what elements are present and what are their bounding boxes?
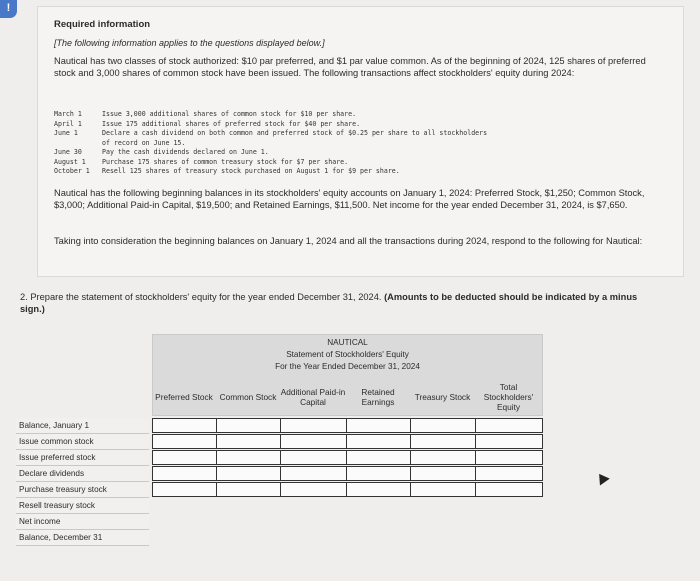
transaction-text: Purchase 175 shares of common treasury stock for $7 per share. — [102, 157, 349, 166]
amount-input-cell[interactable] — [216, 482, 281, 497]
info-note: [The following information applies to the questions displayed below.] — [54, 38, 325, 48]
amount-input-cell[interactable] — [475, 482, 543, 497]
transaction-date: October 1 — [54, 167, 90, 175]
statement-header — [152, 334, 543, 381]
amount-input-cell[interactable] — [152, 482, 217, 497]
transaction-date: March 1 — [54, 110, 82, 118]
alert-badge-icon: ! — [0, 0, 17, 18]
required-info-title: Required information — [54, 19, 151, 30]
amount-input-cell[interactable] — [475, 450, 543, 465]
mouse-cursor-icon — [594, 470, 610, 485]
row-label: Purchase treasury stock — [16, 482, 149, 498]
column-header: Preferred Stock — [155, 392, 213, 402]
transaction-text: Pay the cash dividends declared on June 1. — [102, 148, 269, 156]
amount-input-cell[interactable] — [475, 418, 543, 433]
amount-input-cell[interactable] — [410, 482, 476, 497]
row-label: Issue common stock — [16, 434, 149, 450]
question-2-prompt — [20, 291, 640, 315]
amount-input-cell[interactable] — [216, 434, 281, 449]
amount-input-cell[interactable] — [475, 434, 543, 449]
row-label: Balance, January 1 — [16, 418, 149, 434]
column-header: Treasury Stock — [414, 392, 471, 402]
company-name: NAUTICAL — [327, 338, 368, 347]
statement-period: For the Year Ended December 31, 2024 — [275, 362, 420, 371]
transaction-date: June 30 — [54, 148, 82, 156]
amount-input-cell[interactable] — [152, 418, 217, 433]
column-header: Common Stock — [219, 392, 277, 402]
stock-description: Nautical has two classes of stock authorized: $10 par preferred, and $1 par value common. As of the beginning of 2024, 125 shares of preferred stock and 3,000 shares of common stock have been issued. The following transactions affect stockholders' equity during 2024: — [54, 56, 646, 78]
transaction-row — [54, 148, 487, 158]
transaction-date — [54, 139, 102, 149]
statement-title: Statement of Stockholders' Equity — [286, 350, 409, 359]
amount-input-cell[interactable] — [346, 418, 411, 433]
amount-input-cell[interactable] — [475, 466, 543, 481]
amount-input-cell[interactable] — [346, 434, 411, 449]
amount-input-cell[interactable] — [346, 482, 411, 497]
transaction-row — [54, 129, 487, 139]
amount-input-cell[interactable] — [152, 466, 217, 481]
transaction-row — [54, 167, 487, 177]
amount-input-cell[interactable] — [410, 450, 476, 465]
required-information-panel — [37, 6, 684, 277]
amount-input-cell[interactable] — [152, 450, 217, 465]
transaction-row — [54, 110, 487, 120]
transaction-text: Resell 125 shares of treasury stock purchased on August 1 for $9 per share. — [102, 167, 400, 175]
transaction-date: June 1 — [54, 129, 78, 137]
instructions-text: Taking into consideration the beginning balances on January 1, 2024 and all the transactions during 2024, respond to the following for Nautical: — [54, 236, 643, 246]
amount-input-cell[interactable] — [216, 450, 281, 465]
transaction-row — [54, 120, 487, 130]
amount-input-cell[interactable] — [280, 482, 347, 497]
amount-input-cell[interactable] — [216, 466, 281, 481]
question-instruction: (Amounts to be deducted should be indicated by a minus sign.) — [20, 292, 638, 314]
row-label: Balance, December 31 — [16, 530, 149, 546]
row-label: Net income — [16, 514, 149, 530]
question-text: 2. Prepare the statement of stockholders' equity for the year ended December 31, 2024. — [20, 292, 382, 302]
amount-input-cell[interactable] — [410, 434, 476, 449]
transaction-text: Declare a cash dividend on both common and preferred stock of $0.25 per share to all stockholders — [102, 129, 488, 137]
beginning-balances-text: Nautical has the following beginning balances in its stockholders' equity accounts on January 1, 2024: Preferred Stock, $1,250; Common Stock, $3,000; Additional Paid-in Capital, $19,500; and Retained Earnings, $11,500. Net income for the year ended December 31, 2024, is $7,650. — [54, 188, 645, 210]
amount-input-cell[interactable] — [346, 450, 411, 465]
transaction-date: April 1 — [54, 119, 82, 128]
transaction-date: August 1 — [54, 157, 86, 166]
column-header: Additional Paid-in Capital — [280, 387, 346, 407]
transactions-list — [54, 110, 487, 177]
column-header: Total Stockholders' Equity — [483, 382, 534, 412]
column-header: Retained Earnings — [361, 387, 395, 407]
amount-input-cell[interactable] — [410, 466, 476, 481]
amount-input-cell[interactable] — [152, 434, 217, 449]
amount-input-cell[interactable] — [216, 418, 281, 433]
row-label: Declare dividends — [16, 466, 149, 482]
transaction-text: Issue 175 additional shares of preferred stock for $40 per share. — [102, 119, 361, 128]
amount-input-cell[interactable] — [280, 450, 347, 465]
transaction-text: Issue 3,000 additional shares of common stock for $10 per share. — [102, 110, 357, 118]
amount-input-cell[interactable] — [280, 434, 347, 449]
amount-input-cell[interactable] — [346, 466, 411, 481]
row-label: Issue preferred stock — [16, 450, 149, 466]
row-label: Resell treasury stock — [16, 498, 149, 514]
amount-input-cell[interactable] — [280, 466, 347, 481]
amount-input-cell[interactable] — [410, 418, 476, 433]
transaction-row — [54, 158, 487, 168]
transaction-text: of record on June 15. — [102, 138, 186, 147]
amount-input-cell[interactable] — [280, 418, 347, 433]
transaction-row — [54, 139, 487, 149]
